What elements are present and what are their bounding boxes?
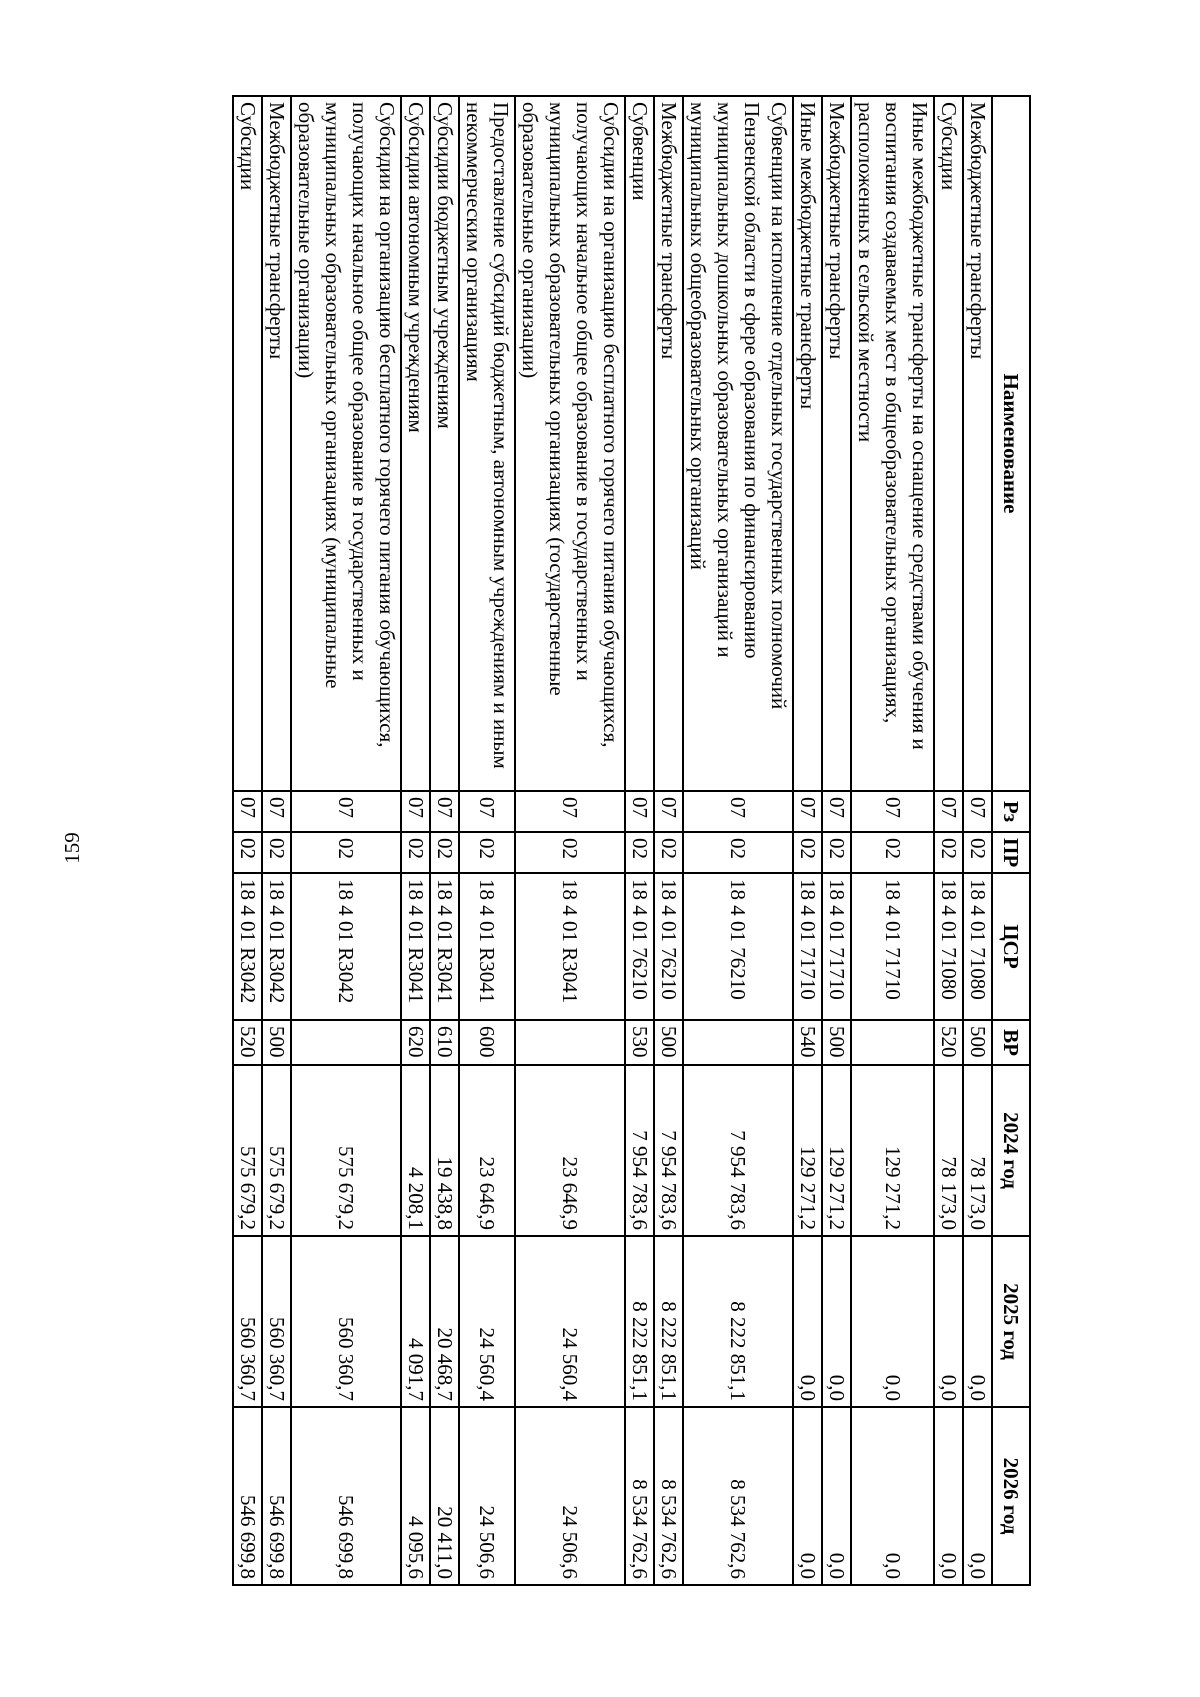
cell-2024: 575 679,2 [291, 1065, 401, 1236]
cell-2024: 129 271,2 [793, 1065, 822, 1236]
cell-rz: 07 [401, 791, 430, 832]
cell-csr: 18 4 01 R3041 [401, 873, 430, 1020]
cell-pr: 02 [233, 832, 262, 873]
cell-vr [683, 1020, 793, 1065]
table-row [515, 96, 625, 1585]
cell-pr: 02 [430, 832, 459, 873]
cell-vr: 500 [963, 1020, 992, 1065]
cell-2026: 546 699,8 [233, 1407, 262, 1585]
cell-csr: 18 4 01 R3041 [459, 873, 515, 1020]
cell-pr: 02 [934, 832, 963, 873]
cell-pr: 02 [851, 832, 934, 873]
cell-vr: 520 [934, 1020, 963, 1065]
cell-2025: 560 360,7 [291, 1236, 401, 1407]
cell-2026: 546 699,8 [291, 1407, 401, 1585]
cell-rz: 07 [233, 791, 262, 832]
cell-2025: 8 222 851,1 [683, 1236, 793, 1407]
cell-2025: 8 222 851,1 [654, 1236, 683, 1407]
cell-2024: 78 173,0 [934, 1065, 963, 1236]
cell-name: Субвенции на исполнение отдельных государственных полномочий Пензенской области в сфере образования по финансированию муниципальных дошкольных образовательных организаций и муниципальных общеобразовательных организаций [683, 96, 793, 791]
cell-2024: 7 954 783,6 [625, 1065, 654, 1236]
cell-rz: 07 [291, 791, 401, 832]
page-number: 159 [60, 832, 84, 864]
header-rz: Рз [992, 791, 1030, 832]
cell-name: Межбюджетные трансферты [654, 96, 683, 791]
cell-csr: 18 4 01 R3042 [291, 873, 401, 1020]
cell-rz: 07 [515, 791, 625, 832]
cell-csr: 18 4 01 71710 [851, 873, 934, 1020]
cell-rz: 07 [851, 791, 934, 832]
cell-2026: 0,0 [793, 1407, 822, 1585]
cell-name: Субсидии [934, 96, 963, 791]
cell-vr: 530 [625, 1020, 654, 1065]
cell-rz: 07 [262, 791, 291, 832]
table-row [430, 96, 459, 1585]
cell-name: Межбюджетные трансферты [262, 96, 291, 791]
cell-pr: 02 [515, 832, 625, 873]
cell-2024: 575 679,2 [262, 1065, 291, 1236]
cell-csr: 18 4 01 76210 [654, 873, 683, 1020]
cell-csr: 18 4 01 76210 [625, 873, 654, 1020]
cell-rz: 07 [654, 791, 683, 832]
table-row [934, 96, 963, 1585]
cell-csr: 18 4 01 71080 [934, 873, 963, 1020]
cell-csr: 18 4 01 R3041 [515, 873, 625, 1020]
header-2025: 2025 год [992, 1236, 1030, 1407]
header-2024: 2024 год [992, 1065, 1030, 1236]
cell-pr: 02 [459, 832, 515, 873]
cell-rz: 07 [683, 791, 793, 832]
cell-2025: 20 468,7 [430, 1236, 459, 1407]
cell-rz: 07 [430, 791, 459, 832]
cell-2024: 78 173,0 [963, 1065, 992, 1236]
cell-2025: 0,0 [851, 1236, 934, 1407]
cell-name: Субсидии на организацию бесплатного горячего питания обучающихся, получающих начальное общее образование в государственных и муниципальных образовательных организациях (государственные образовательные организации) [515, 96, 625, 791]
cell-2025: 24 560,4 [515, 1236, 625, 1407]
header-csr: ЦСР [992, 873, 1030, 1020]
table-row [459, 96, 515, 1585]
cell-2026: 20 411,0 [430, 1407, 459, 1585]
table-row [291, 96, 401, 1585]
table-row [233, 96, 262, 1585]
cell-rz: 07 [793, 791, 822, 832]
cell-vr: 610 [430, 1020, 459, 1065]
budget-table [232, 95, 1031, 1586]
header-name: Наименование [992, 96, 1030, 791]
cell-2025: 4 091,7 [401, 1236, 430, 1407]
cell-2025: 0,0 [934, 1236, 963, 1407]
cell-2025: 0,0 [793, 1236, 822, 1407]
cell-2024: 4 208,1 [401, 1065, 430, 1236]
cell-2026: 8 534 762,6 [683, 1407, 793, 1585]
cell-2025: 0,0 [963, 1236, 992, 1407]
cell-2024: 19 438,8 [430, 1065, 459, 1236]
cell-2026: 8 534 762,6 [654, 1407, 683, 1585]
cell-name: Субсидии автономным учреждениям [401, 96, 430, 791]
cell-pr: 02 [654, 832, 683, 873]
cell-rz: 07 [822, 791, 851, 832]
cell-2026: 8 534 762,6 [625, 1407, 654, 1585]
cell-name: Иные межбюджетные трансферты на оснащение средствами обучения и воспитания создаваемых мест в общеобразовательных организациях, расположенных в сельской местности [851, 96, 934, 791]
cell-pr: 02 [963, 832, 992, 873]
cell-2024: 129 271,2 [822, 1065, 851, 1236]
cell-2026: 0,0 [822, 1407, 851, 1585]
cell-name: Субсидии бюджетным учреждениям [430, 96, 459, 791]
cell-name: Субсидии [233, 96, 262, 791]
cell-csr: 18 4 01 71080 [963, 873, 992, 1020]
cell-2024: 7 954 783,6 [683, 1065, 793, 1236]
header-pr: ПР [992, 832, 1030, 873]
cell-2024: 129 271,2 [851, 1065, 934, 1236]
header-2026: 2026 год [992, 1407, 1030, 1585]
budget-sheet [133, 95, 1031, 1584]
cell-vr: 500 [262, 1020, 291, 1065]
cell-2026: 0,0 [963, 1407, 992, 1585]
cell-csr: 18 4 01 71710 [822, 873, 851, 1020]
cell-2026: 4 095,6 [401, 1407, 430, 1585]
header-vr: ВР [992, 1020, 1030, 1065]
cell-rz: 07 [459, 791, 515, 832]
cell-csr: 18 4 01 R3042 [262, 873, 291, 1020]
cell-2025: 0,0 [822, 1236, 851, 1407]
table-header-row [992, 96, 1030, 1585]
cell-csr: 18 4 01 R3042 [233, 873, 262, 1020]
table-row [401, 96, 430, 1585]
cell-pr: 02 [822, 832, 851, 873]
cell-pr: 02 [683, 832, 793, 873]
cell-name: Иные межбюджетные трансферты [793, 96, 822, 791]
cell-pr: 02 [625, 832, 654, 873]
cell-2025: 560 360,7 [233, 1236, 262, 1407]
cell-2024: 7 954 783,6 [654, 1065, 683, 1236]
cell-2026: 24 506,6 [515, 1407, 625, 1585]
cell-pr: 02 [793, 832, 822, 873]
cell-2024: 23 646,9 [459, 1065, 515, 1236]
cell-rz: 07 [963, 791, 992, 832]
cell-vr [291, 1020, 401, 1065]
cell-vr [851, 1020, 934, 1065]
cell-name: Субсидии на организацию бесплатного горячего питания обучающихся, получающих начальное общее образование в государственных и муниципальных образовательных организациях (муниципальные образовательные организации) [291, 96, 401, 791]
cell-2025: 560 360,7 [262, 1236, 291, 1407]
table-row [262, 96, 291, 1585]
cell-2026: 546 699,8 [262, 1407, 291, 1585]
cell-csr: 18 4 01 76210 [683, 873, 793, 1020]
cell-vr: 620 [401, 1020, 430, 1065]
cell-2025: 24 560,4 [459, 1236, 515, 1407]
table-row [822, 96, 851, 1585]
table-row [654, 96, 683, 1585]
cell-2025: 8 222 851,1 [625, 1236, 654, 1407]
cell-name: Предоставление субсидий бюджетным, автономным учреждениям и иным некоммерческим организациям [459, 96, 515, 791]
cell-pr: 02 [291, 832, 401, 873]
cell-2026: 24 506,6 [459, 1407, 515, 1585]
cell-name: Межбюджетные трансферты [963, 96, 992, 791]
cell-2024: 575 679,2 [233, 1065, 262, 1236]
cell-vr: 600 [459, 1020, 515, 1065]
cell-2024: 23 646,9 [515, 1065, 625, 1236]
cell-name: Субвенции [625, 96, 654, 791]
table-row [793, 96, 822, 1585]
cell-csr: 18 4 01 R3041 [430, 873, 459, 1020]
cell-csr: 18 4 01 71710 [793, 873, 822, 1020]
cell-vr: 520 [233, 1020, 262, 1065]
cell-2026: 0,0 [934, 1407, 963, 1585]
cell-vr: 540 [793, 1020, 822, 1065]
cell-rz: 07 [625, 791, 654, 832]
cell-vr [515, 1020, 625, 1065]
table-row [683, 96, 793, 1585]
cell-rz: 07 [934, 791, 963, 832]
table-row [625, 96, 654, 1585]
cell-pr: 02 [262, 832, 291, 873]
cell-pr: 02 [401, 832, 430, 873]
cell-vr: 500 [654, 1020, 683, 1065]
cell-vr: 500 [822, 1020, 851, 1065]
cell-2026: 0,0 [851, 1407, 934, 1585]
cell-name: Межбюджетные трансферты [822, 96, 851, 791]
table-row [851, 96, 934, 1585]
table-row [963, 96, 992, 1585]
